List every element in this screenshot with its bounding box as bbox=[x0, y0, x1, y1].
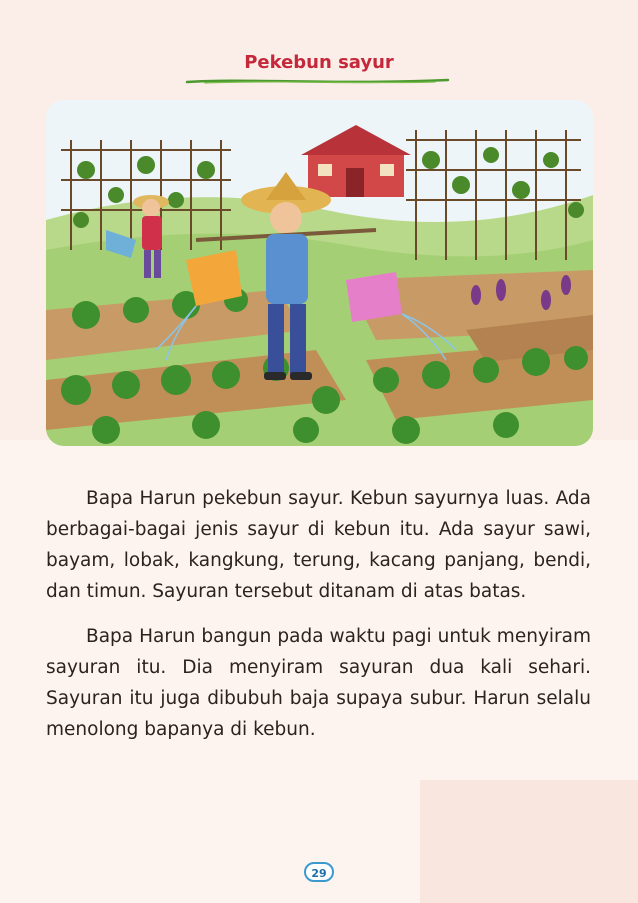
garden-illustration bbox=[46, 100, 593, 446]
paragraph: Bapa Harun bangun pada waktu pagi untuk menyiram sayuran itu. Dia menyiram sayuran dua kali sehari. Sayuran itu juga dibubuh baja supaya subur. Harun selalu menolong bapanya di kebun. bbox=[46, 626, 591, 740]
paragraph: Bapa Harun pekebun sayur. Kebun sayurnya luas. Ada berbagai-bagai jenis sayur di kebun itu. Ada sayur sawi, bayam, lobak, kangkung, terung, kacang panjang, bendi, dan timun. Sayuran tersebut ditanam di atas batas. bbox=[46, 488, 591, 602]
watering-can-icon bbox=[186, 250, 242, 306]
title-underline bbox=[185, 76, 450, 86]
page-title: Pekebun sayur bbox=[244, 52, 394, 73]
story-text bbox=[46, 483, 591, 759]
page-number: 29 bbox=[304, 862, 334, 882]
watering-can-icon bbox=[346, 272, 402, 322]
background-block bbox=[420, 780, 638, 903]
